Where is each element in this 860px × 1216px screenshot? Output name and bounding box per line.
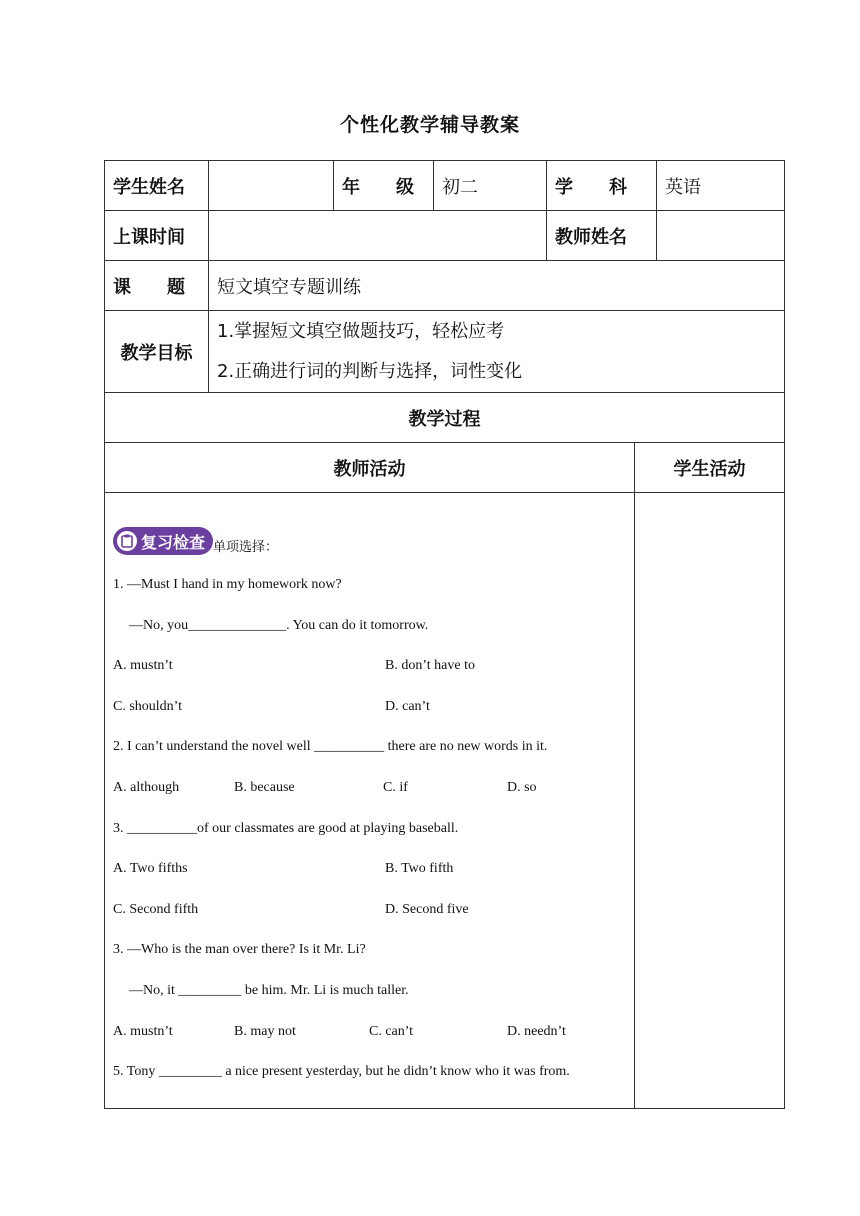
option: B. don’t have to: [385, 658, 475, 674]
subject-label: 学 科: [547, 161, 657, 211]
option: A. although: [113, 779, 180, 795]
option: C. Second fifth: [113, 901, 199, 917]
option: A. Two fifths: [113, 861, 188, 877]
question-4-reply: —No, it _________ be him. Mr. Li is much taller.: [129, 982, 409, 998]
teacher-activity-heading: 教师活动: [105, 443, 635, 493]
grade-value: 初二: [434, 161, 547, 211]
option: D. so: [507, 779, 537, 795]
option: B. because: [234, 779, 295, 795]
goal-item: 2.正确进行词的判断与选择，词性变化: [217, 360, 523, 382]
option: A. mustn’t: [113, 1023, 173, 1039]
topic-label: 课 题: [105, 261, 209, 311]
option: D. needn’t: [507, 1023, 566, 1039]
review-intro: 单项选择：: [213, 540, 279, 555]
class-time-label: 上课时间: [105, 211, 209, 261]
student-name-value: [209, 161, 334, 211]
option: C. can’t: [369, 1023, 414, 1039]
goal-item: 1.掌握短文填空做题技巧，轻松应考: [217, 320, 505, 342]
question-3-stem: 3. __________of our classmates are good at playing baseball.: [113, 820, 459, 836]
option: B. may not: [234, 1023, 296, 1039]
subject-value: 英语: [657, 161, 785, 211]
question-2-options: [113, 778, 626, 798]
page-title: 个性化教学辅导教案: [339, 114, 520, 136]
option: B. Two fifth: [385, 861, 454, 877]
lesson-plan-table: [104, 160, 785, 1109]
student-activity-content: [635, 493, 785, 1109]
option: C. shouldn’t: [113, 698, 182, 714]
review-badge: 复习检查: [113, 527, 213, 555]
question-5-stem: 5. Tony _________ a nice present yesterday, but he didn’t know who it was from.: [113, 1064, 570, 1080]
option: D. can’t: [385, 698, 430, 714]
question-4-stem: 3. —Who is the man over there? Is it Mr. Li?: [113, 942, 366, 958]
question-4-options: [113, 1022, 626, 1042]
process-heading: 教学过程: [105, 393, 785, 443]
goal-list: [209, 311, 785, 393]
question-3-options-row1: [113, 859, 626, 879]
teacher-name-value: [657, 211, 785, 261]
question-2-stem: 2. I can’t understand the novel well __________ there are no new words in it.: [113, 739, 548, 755]
question-1-reply: —No, you______________. You can do it tomorrow.: [129, 617, 429, 633]
option: D. Second five: [385, 901, 469, 917]
topic-value: 短文填空专题训练: [209, 261, 785, 311]
goal-label: 教学目标: [105, 311, 209, 393]
option: C. if: [383, 779, 408, 795]
teacher-activity-content: [105, 493, 635, 1109]
grade-label: 年 级: [334, 161, 434, 211]
teacher-name-label: 教师姓名: [547, 211, 657, 261]
class-time-value: [209, 211, 547, 261]
question-1-options-row2: [113, 697, 626, 717]
student-activity-heading: 学生活动: [635, 443, 785, 493]
question-1-stem: 1. —Must I hand in my homework now?: [113, 577, 342, 592]
option: A. mustn’t: [113, 658, 173, 674]
clipboard-icon: [117, 531, 137, 551]
question-1-options-row1: [113, 656, 626, 676]
student-name-label: 学生姓名: [105, 161, 209, 211]
question-3-options-row2: [113, 900, 626, 920]
